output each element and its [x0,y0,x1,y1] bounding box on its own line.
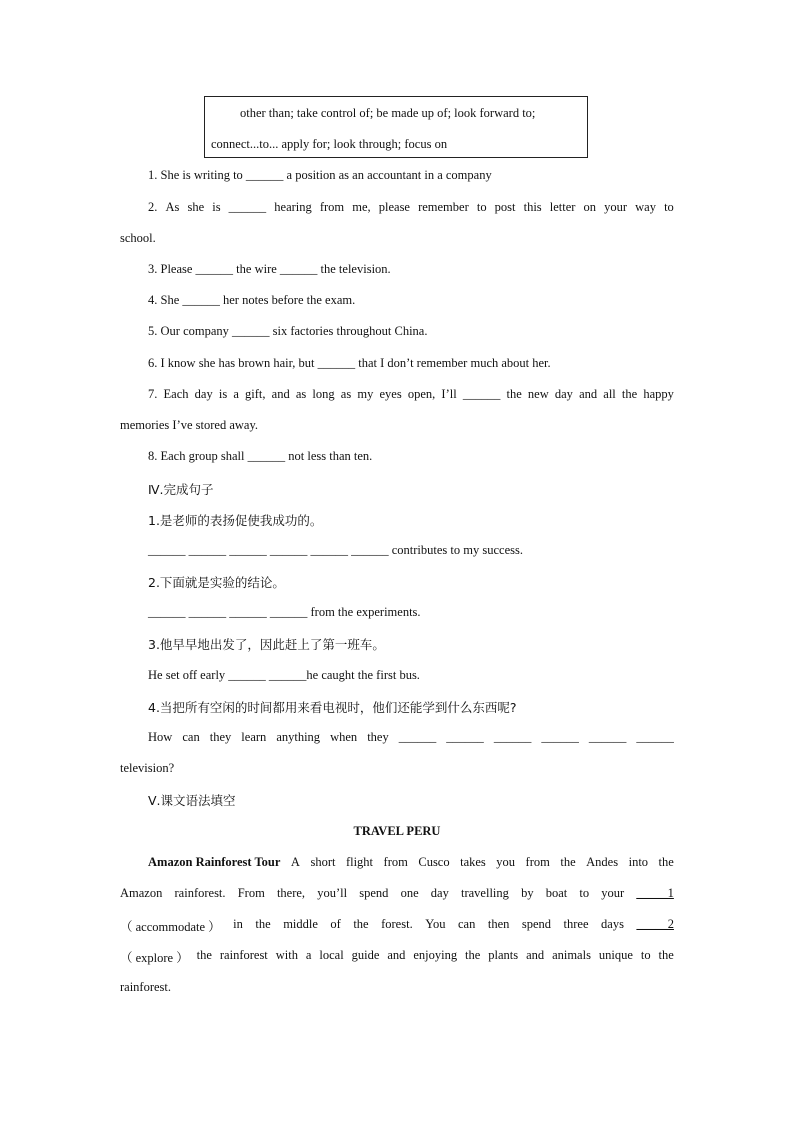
word: your [604,200,628,214]
word: your [601,886,625,900]
word: on [583,200,597,214]
question-4-4-english-line-1 [148,730,674,745]
word: to [579,886,590,900]
word: ______ [636,730,674,744]
passage-line-4 [120,948,674,966]
passage-tour-name: Amazon Rainforest Tour [148,855,281,869]
word: remember [418,200,469,214]
passage-title: TRAVEL PERU [353,824,441,838]
word: the [560,855,576,869]
question-4-3-english: He set off early ______ ______he caught the first bus. [148,668,420,682]
word: rainforest [219,948,268,962]
word: the [255,917,271,931]
word: letter [549,200,576,214]
word: post [494,200,516,214]
word: a [305,948,312,962]
word: open, [407,387,436,401]
question-4-1-chinese: 1.是老师的表扬促使我成功的。 [148,513,323,528]
word: ______ [228,200,267,214]
word: local [319,948,344,962]
word: this [523,200,542,214]
passage-line-1 [148,855,674,870]
word: Cusco [418,855,450,869]
word: can [182,730,200,744]
word: from [319,200,345,214]
passage-line-2 [120,886,674,901]
word: three [563,917,589,931]
question-4-2-english: ______ ______ ______ ______ from the experiments. [148,605,421,619]
question-4-4-chinese: 4.当把所有空闲的时间都用来看电视时，他们还能学到什么东西呢? [148,700,517,715]
word: she [187,200,205,214]
question-3-7-line-2: memories I’ve stored away. [120,418,259,432]
word: and [579,387,598,401]
word: long [312,387,335,401]
word: you’ll [317,886,348,900]
question-4-2-chinese: 2.下面就是实验的结论。 [148,575,285,590]
word: eyes [379,387,402,401]
question-3-7-line-1 [148,387,674,402]
word: me, [352,200,371,214]
word: anything [276,730,321,744]
question-3-1: 1. She is writing to ______ a position as an accountant in a company [148,168,492,182]
question-3-2-line-1 [148,200,674,215]
word: new [527,387,549,401]
word: short [310,855,336,869]
word: enjoying [413,948,458,962]
question-3-3: 3. Please ______ the wire ______ the television. [148,262,391,276]
word: As [165,200,180,214]
word: takes [460,855,486,869]
word: guide [351,948,380,962]
question-3-6: 6. I know she has brown hair, but ______ that I don’t remember much about her. [148,356,551,370]
word: 2. [148,200,158,214]
word: as [340,387,352,401]
word: with [275,948,298,962]
word: 7. [148,387,158,401]
word: happy [643,387,674,401]
word: _____1 [636,886,674,900]
word: ______ [446,730,484,744]
word: is [218,387,228,401]
word-bank-box [204,96,588,158]
question-3-4: 4. She ______ her notes before the exam. [148,293,356,307]
word: _____2 [636,917,674,931]
word: rainforest. [174,886,226,900]
word: in [233,917,243,931]
word: day [554,387,573,401]
word-bank-line-2: connect...to... apply for; look through; focus on [211,137,448,151]
word: the [465,948,481,962]
word: there, [276,886,306,900]
question-4-3-chinese: 3.他早早地出发了，因此赶上了第一班车。 [148,637,385,652]
question-3-8: 8. Each group shall ______ not less than ten. [148,449,373,463]
word: ______ [588,730,627,744]
word: learn [241,730,267,744]
section-5-heading: Ⅴ.课文语法填空 [148,793,236,808]
word: then [487,917,510,931]
word: spend [521,917,552,931]
word: hearing [274,200,312,214]
word: the [658,855,674,869]
word: they [209,730,232,744]
word: all [603,387,616,401]
word: From [237,886,265,900]
word: one [400,886,419,900]
word: travelling [461,886,509,900]
word: my [357,387,374,401]
word: is [212,200,221,214]
word: Each [163,387,189,401]
word: and [526,948,545,962]
question-4-4-english-line-2: television? [120,761,175,775]
word: You [425,917,446,931]
word: please [378,200,410,214]
word: ______ [541,730,579,744]
word: spend [359,886,389,900]
word: flight [345,855,374,869]
word: to [640,948,651,962]
word: when [330,730,358,744]
word: How [148,730,173,744]
word: the [621,387,638,401]
word: from [383,855,408,869]
word: to [664,200,674,214]
word: day [194,387,213,401]
word: into [628,855,649,869]
section-4-heading: Ⅳ.完成句子 [148,482,214,497]
word: （ accommodate ） [120,920,221,934]
question-3-2-line-2: school. [120,231,156,245]
word: A [290,855,300,869]
word: middle [283,917,318,931]
word: ______ [398,730,437,744]
word: ______ [462,387,501,401]
word: you [496,855,516,869]
word: the [506,387,522,401]
word-bank-line-1: other than; take control of; be made up of; look forward to; [240,106,536,120]
word: animals [552,948,591,962]
word: of [330,917,341,931]
word: and [271,387,290,401]
word: by [521,886,534,900]
passage-line-5: rainforest. [120,980,172,994]
word: can [457,917,476,931]
word: way [635,200,656,214]
word: forest. [381,917,413,931]
word: Andes [586,855,619,869]
word: unique [598,948,633,962]
question-3-5: 5. Our company ______ six factories throughout China. [148,324,428,338]
word: the [658,948,674,962]
word: the [196,948,212,962]
word: and [387,948,406,962]
passage-line-3 [120,917,674,935]
word: day [430,886,449,900]
question-4-1-english: ______ ______ ______ ______ ______ ______ contributes to my success. [148,543,523,557]
word: ______ [493,730,532,744]
word: （ explore ） [120,951,189,965]
word: Amazon [120,886,163,900]
word: the [353,917,369,931]
word: to [476,200,487,214]
word: as [295,387,307,401]
word: from [525,855,550,869]
word: plants [488,948,519,962]
word: I’ll [441,387,457,401]
word: gift, [245,387,266,401]
word: boat [545,886,568,900]
word: a [233,387,239,401]
word: days [601,917,624,931]
word: they [367,730,389,744]
